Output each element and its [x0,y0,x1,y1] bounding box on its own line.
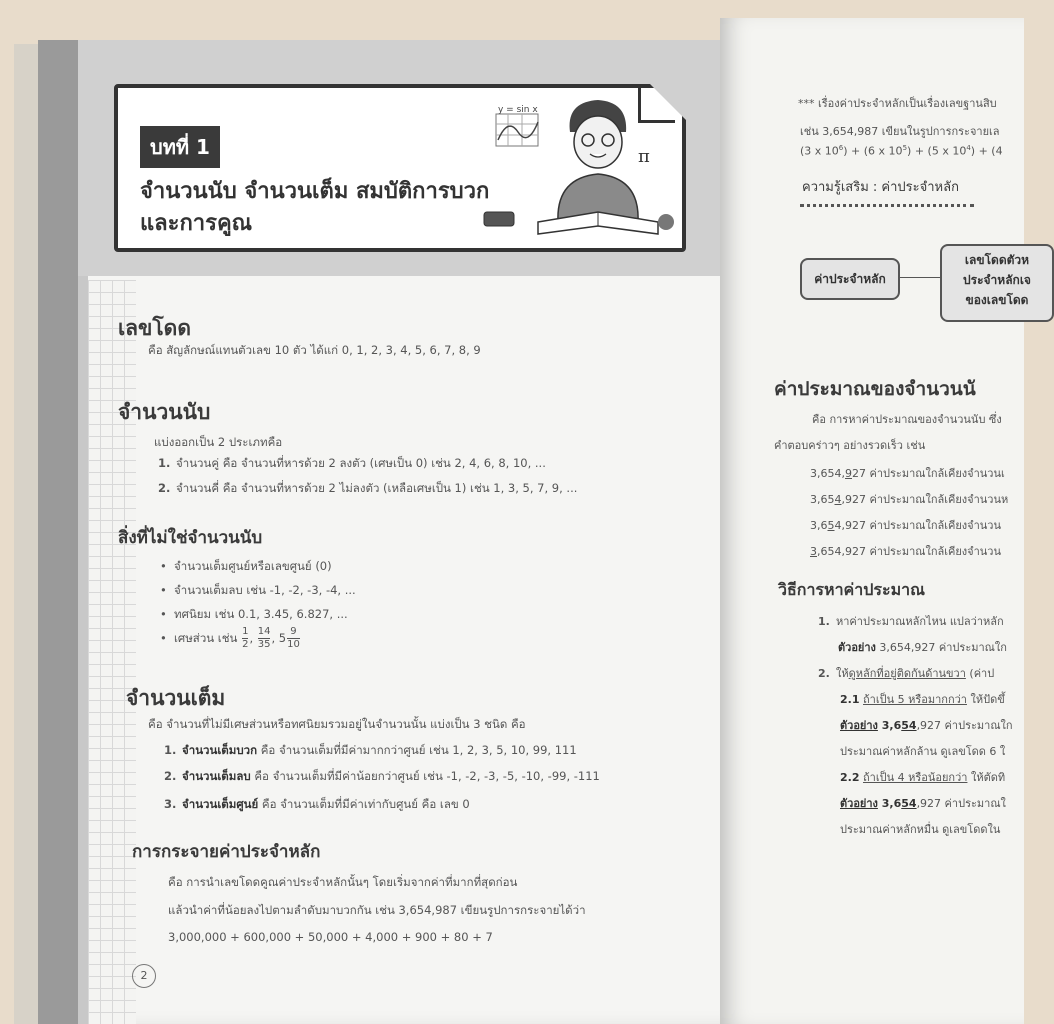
place-value-line: 3,000,000 + 600,000 + 50,000 + 4,000 + 900 + 80 + 7 [168,930,493,944]
estimate-heading: ค่าประมาณของจำนวนนั [774,378,976,400]
estimate-example [810,516,1001,534]
sub-step-example [840,794,1006,812]
example-label: ตัวอย่าง [840,719,878,732]
example-text: 3,654,927 ค่าประมาณใก [875,641,1007,654]
fraction-denominator: 10 [287,639,300,650]
method-step [818,664,994,682]
open-book-icon [538,212,658,234]
example-bold: 3,6 [877,719,902,732]
chapter-title-line-2: และการคูณ [140,211,253,236]
counting-item-text: จำนวนคู่ คือ จำนวนที่หารด้วย 2 ลงตัว (เศษเป็น 0) เช่น 2, 4, 6, 8, 10, ... [176,456,546,470]
left-page [38,40,754,1024]
formula-exponent: 5 [902,144,908,152]
place-value-heading: การกระจายค่าประจำหลัก [132,842,321,862]
counting-intro: แบ่งออกเป็น 2 ประเภทคือ [154,435,283,449]
integer-item-term: จำนวนเต็มศูนย์ [182,797,259,811]
place-value-pill: ค่าประจำหลัก [800,258,900,300]
digits-heading: เลขโดด [118,316,191,340]
sub-step-text: ให้ตัดทิ [967,771,1006,784]
method-step [818,612,1004,630]
formula-exponent: 6 [838,144,844,152]
example-digits: 54 [901,797,917,810]
eraser-icon [484,212,514,226]
student-illustration [478,92,678,242]
example-digit: 5 [827,519,835,532]
definition-line: เลขโดดตัวห [964,253,1030,267]
integer-item-text: คือ จำนวนเต็มที่มีค่าเท่ากับศูนย์ คือ เลข 0 [258,797,470,811]
estimate-intro: คำตอบคร่าวๆ อย่างรวดเร็ว เช่น [774,439,926,452]
example-part: 27 ค่าประมาณใกล้เคียงจำนวนเ [852,467,1005,480]
method-step-text: หาค่าประมาณหลักไหน แปลว่าหลัก [836,615,1004,628]
fraction [287,626,300,651]
page-number: 2 [132,964,156,988]
pi-symbol: π [638,146,650,167]
example-part: 4,927 ค่าประมาณใกล้เคียงจำนวน [834,519,1001,532]
estimate-example [810,464,1005,482]
fraction [242,626,248,651]
example-label: ตัวอย่าง [840,797,878,810]
counting-item [158,480,577,498]
place-value-definition-pill [940,244,1054,322]
formula-part: (3 x 10 [800,144,839,158]
sub-step-condition: ถ้าเป็น 5 หรือมากกว่า [863,693,967,706]
integer-item-number: 3. [164,797,177,811]
formula-exponent: 4 [966,144,971,152]
fraction-whole: 5 [278,631,287,645]
integers-heading: จำนวนเต็ม [126,686,226,710]
fraction-item: • เศษส่วน เช่น $\frac{1}{2}$ , $\frac{14}{35}$ , 5 $\frac{9}{10}$ [160,626,301,651]
not-counting-item: • จำนวนเต็มลบ เช่น -1, -2, -3, -4, ... [160,582,356,600]
method-step-number: 1. [818,615,830,628]
definition-line: ประจำหลักเจ [963,273,1031,287]
formula-part: ) + (5 x 10 [907,144,967,158]
fraction-label: • เศษส่วน เช่น [160,631,237,645]
method-step-emphasis: ดูหลักที่อยู่ติดกันด้านขวา [848,667,966,680]
fraction-denominator: 35 [257,639,271,650]
not-counting-heading: สิ่งที่ไม่ใช่จำนวนนับ [118,528,263,548]
integer-item [164,796,470,814]
example-part: ,927 ค่าประมาณใกล้เคียงจำนวนห [841,493,1009,506]
counting-item [158,455,546,473]
example-digit: 4 [834,493,842,506]
sub-step-condition: ถ้าเป็น 4 หรือน้อยกว่า [863,771,968,784]
method-heading: วิธีการหาค่าประมาณ [778,580,925,599]
fraction-numerator: 9 [290,626,297,637]
fraction-denominator: 2 [242,639,249,650]
connector-line [898,277,940,278]
estimate-example [810,490,1008,508]
right-page [720,18,1031,1024]
chapter-title [140,176,520,240]
example-part: 3,65 [810,493,835,506]
place-value-line: แล้วนำค่าที่น้อยลงไปตามลำดับมาบวกกัน เช่น 3,654,987 เขียนรูปการกระจายได้ว่า [168,903,586,917]
example-label: ตัวอย่าง [838,641,876,654]
chapter-label: บทที่ 1 [140,126,220,168]
fraction [258,626,271,651]
dotted-divider [800,204,974,207]
integer-item-text: คือ จำนวนเต็มที่มีค่าน้อยกว่าศูนย์ เช่น -1, -2, -3, -5, -10, -99, -111 [250,769,600,783]
example-part: ,654,927 ค่าประมาณใกล้เคียงจำนวน [817,545,1001,558]
integer-item [164,768,600,786]
counting-item-number: 2. [158,481,171,495]
sub-step-line: ประมาณค่าหลักหมื่น ดูเลขโดดใน [840,823,1001,836]
example-text: ,927 ค่าประมาณใก [916,719,1013,732]
formula-text: y = sin x [498,105,538,115]
not-counting-item: • จำนวนเต็มศูนย์หรือเลขศูนย์ (0) [160,558,332,576]
page-edge [38,40,78,1024]
example-digit: 9 [845,467,852,480]
integer-item [164,742,577,760]
sub-step-line: ประมาณค่าหลักล้าน ดูเลขโดด 6 ใ [840,745,1006,758]
integers-intro: คือ จำนวนที่ไม่มีเศษส่วนหรือทศนิยมรวมอยู่ในจำนวนนั้น แบ่งเป็น 3 ชนิด คือ [148,717,526,731]
sub-step-number: 2.1 [840,693,860,706]
formula-part: ) + (4 [970,144,1003,158]
method-step-text: (ค่าป [965,667,995,680]
formula-part: ) + (6 x 10 [843,144,903,158]
not-counting-item: • ทศนิยม เช่น 0.1, 3.45, 6.827, ... [160,606,348,624]
counting-item-text: จำนวนคี่ คือ จำนวนที่หารด้วย 2 ไม่ลงตัว (เหลือเศษเป็น 1) เช่น 1, 3, 5, 7, 9, ... [176,481,578,495]
fraction-numerator: 14 [257,626,271,637]
extra-knowledge-label: ความรู้เสริม : ค่าประจำหลัก [802,180,959,195]
method-example [838,638,1007,656]
note-line: *** เรื่องค่าประจำหลักเป็นเรื่องเลขฐานสิบ [798,97,997,110]
apple-icon [658,214,674,230]
method-step-text: ให้ [836,667,849,680]
estimate-intro: คือ การหาค่าประมาณของจำนวนนับ ซึ่ง [812,413,1002,426]
integer-item-number: 1. [164,743,177,757]
sub-step-number: 2.2 [840,771,860,784]
math-board-icon [496,114,538,146]
fraction-numerator: 1 [242,626,249,637]
note-line: เช่น 3,654,987 เขียนในรูปการกระจายเล [800,125,1000,138]
sub-step [840,768,1005,786]
sub-step-text: ให้ปัดขึ้ [966,693,1005,706]
integer-item-number: 2. [164,769,177,783]
estimate-example [810,542,1001,560]
example-bold: 3,6 [877,797,902,810]
digits-text: คือ สัญลักษณ์แทนตัวเลข 10 ตัว ได้แก่ 0, 1, 2, 3, 4, 5, 6, 7, 8, 9 [148,343,481,357]
example-part: 3,6 [810,519,828,532]
example-digit: 3 [810,545,817,558]
grid-margin-strip [88,280,136,1024]
example-part: 3,654, [810,467,845,480]
integer-item-term: จำนวนเต็มลบ [182,769,251,783]
counting-item-number: 1. [158,456,171,470]
sub-step [840,690,1005,708]
counting-heading: จำนวนนับ [118,400,211,424]
chapter-title-line-1: จำนวนนับ จำนวนเต็ม สมบัติการบวก [140,179,490,204]
integer-item-term: จำนวนเต็มบวก [182,743,258,757]
student-figure [558,100,638,222]
sub-step-example [840,716,1013,734]
integer-item-text: คือ จำนวนเต็มที่มีค่ามากกว่าศูนย์ เช่น 1, 2, 3, 5, 10, 99, 111 [257,743,577,757]
note-formula [800,144,1003,158]
example-digits: 54 [901,719,917,732]
example-text: ,927 ค่าประมาณใ [916,797,1006,810]
method-step-number: 2. [818,667,830,680]
definition-line: ของเลขโดด [965,293,1029,307]
place-value-line: คือ การนำเลขโดดคูณค่าประจำหลักนั้นๆ โดยเริ่มจากค่าที่มากที่สุดก่อน [168,875,518,889]
